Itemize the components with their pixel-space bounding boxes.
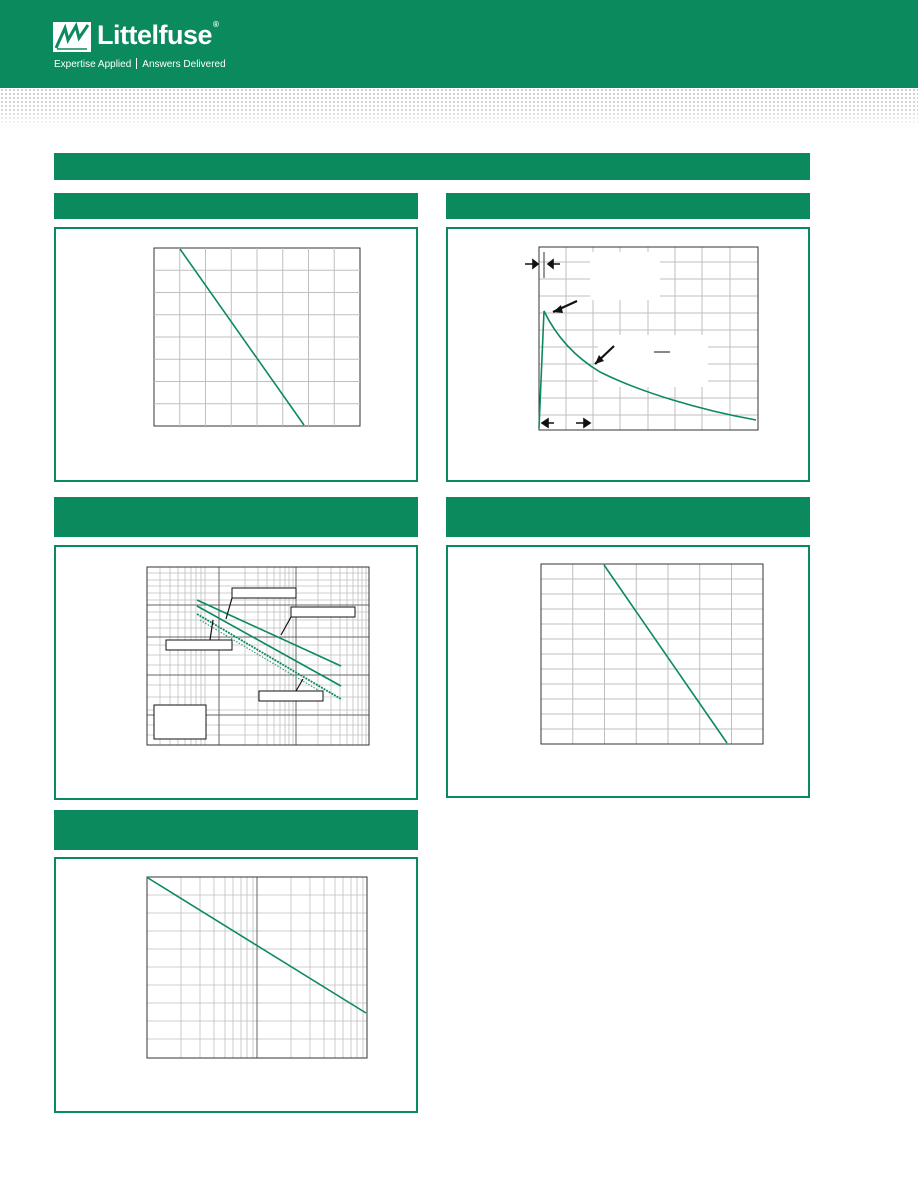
brand-name: Littelfuse® (97, 20, 219, 50)
brand-tagline: Expertise Applied Answers Delivered (54, 59, 226, 70)
